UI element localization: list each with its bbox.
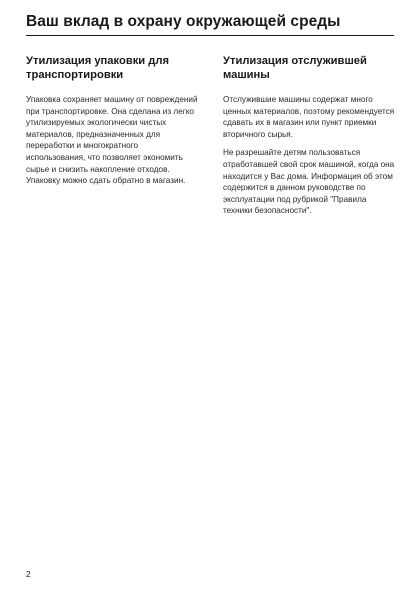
page-header — [26, 13, 394, 36]
page-title: Ваш вклад в охрану окружающей среды — [26, 13, 341, 30]
page-number: 2 — [26, 569, 31, 579]
packaging-return-paragraph: Упаковку можно сдать обратно в магазин. — [26, 176, 186, 186]
child-safety-paragraph: Не разрешайте детям пользоваться отработавшей свой срок машиной, когда она находится у Вас дома. Информация об этом содержится в данном руководстве по эксплуатации под рубрикой "Правила техники безопасности". — [223, 148, 395, 216]
column-packaging-disposal — [26, 55, 199, 217]
old-machine-disposal-heading: Утилизация отслужившей машины — [223, 55, 367, 81]
packaging-disposal-heading: Утилизация упаковки для транспортировки — [26, 55, 170, 81]
old-machine-materials-paragraph: Отслужившие машины содержат много ценных материалов, поэтому рекомендуется сдавать их в магазин или пункт приемки вторичного сырья. — [223, 95, 395, 139]
column-old-machine-disposal — [223, 55, 396, 217]
packaging-disposal-paragraph: Упаковка сохраняет машину от повреждений при транспортировке. Она сделана из легко утилизируемых экологически чистых материалов, предназначенных для переработки и многократного использования, что позволяет экономить сырье и снизить накопление отходов. — [26, 95, 198, 174]
content-columns — [26, 55, 396, 217]
